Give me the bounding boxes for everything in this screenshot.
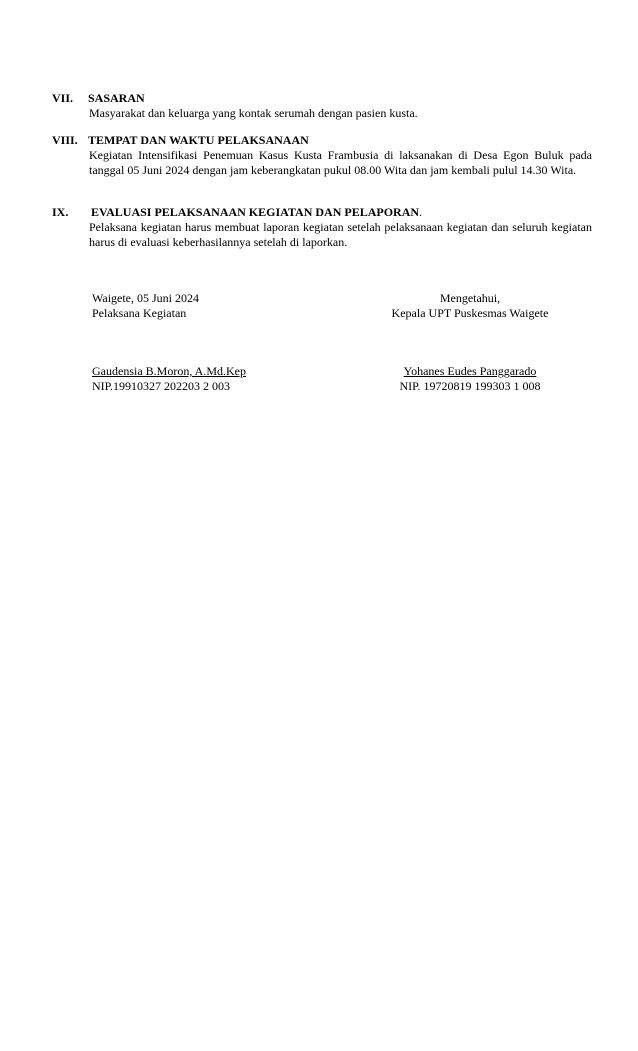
section-body (89, 106, 592, 121)
section-paragraph: Masyarakat dan keluarga yang kontak serumah dengan pasien kusta. (89, 106, 418, 120)
signature-left-header (92, 291, 312, 321)
signature-role: Pelaksana Kegiatan (92, 306, 187, 320)
signature-right-footer (380, 364, 560, 394)
signature-left-footer (92, 364, 312, 394)
signature-nip: NIP.19910327 202203 2 003 (92, 379, 231, 393)
section-heading (52, 91, 592, 106)
section-title (88, 133, 592, 148)
section-paragraph: Pelaksana kegiatan harus membuat laporan kegiatan setelah pelaksanaan kegiatan dan seluruh kegiatan harus di evaluasi keberhasilannya setelah di laporkan. (89, 220, 592, 249)
section-tempat-waktu (52, 133, 592, 178)
section-title (91, 205, 592, 220)
section-title-text: SASARAN (88, 91, 145, 105)
section-paragraph: Kegiatan Intensifikasi Penemuan Kasus Kusta Frambusia di laksanakan di Desa Egon Buluk pada tanggal 05 Juni 2024 dengan jam keberangkatan pukul 08.00 Wita dan jam kembali pulul 14.30 Wita. (89, 148, 592, 177)
section-evaluasi (52, 205, 592, 250)
signature-name: Yohanes Eudes Panggarado (403, 364, 537, 378)
section-number: IX. (52, 205, 69, 219)
signature-name: Gaudensia B.Moron, A.Md.Kep (92, 364, 246, 378)
section-number: VII. (52, 91, 74, 105)
section-title-suffix: . (419, 205, 423, 219)
section-sasaran (52, 91, 592, 121)
section-body (89, 148, 592, 178)
signature-right-header (380, 291, 560, 321)
section-heading (52, 133, 592, 148)
signature-place-date: Waigete, 05 Juni 2024 (92, 291, 200, 305)
signature-role: Kepala UPT Puskesmas Waigete (391, 306, 549, 320)
section-body (89, 220, 592, 250)
section-title (88, 91, 592, 106)
section-heading (52, 205, 592, 220)
section-title-text: TEMPAT DAN WAKTU PELAKSANAAN (88, 133, 309, 147)
section-number: VIII. (52, 133, 78, 147)
section-title-text: EVALUASI PELAKSANAAN KEGIATAN DAN PELAPORAN (91, 205, 420, 219)
signature-acknowledged: Mengetahui, (439, 291, 501, 305)
signature-nip: NIP. 19720819 199303 1 008 (399, 379, 541, 393)
